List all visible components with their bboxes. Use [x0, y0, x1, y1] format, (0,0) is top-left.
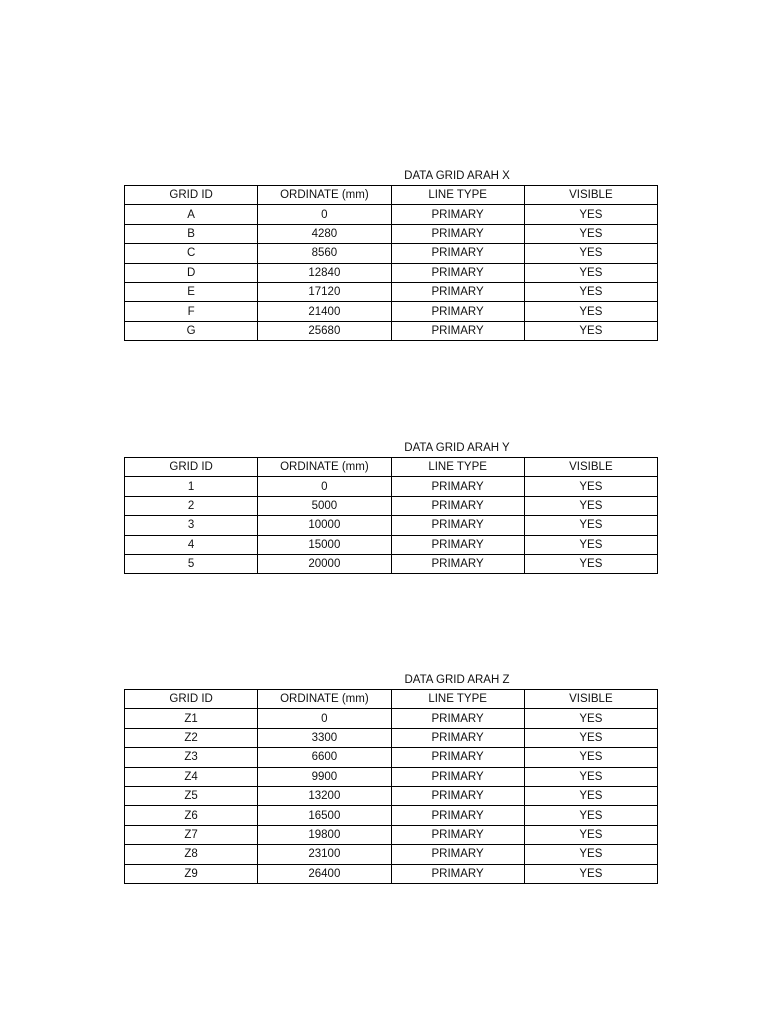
cell-ordinate: 3300 [258, 728, 391, 747]
table-row [125, 845, 658, 864]
cell-grid-id: 1 [125, 477, 258, 496]
table-header-row [125, 458, 658, 477]
cell-ordinate: 19800 [258, 825, 391, 844]
header-line-type: LINE TYPE [391, 186, 524, 205]
cell-grid-id: A [125, 205, 258, 224]
cell-ordinate: 16500 [258, 806, 391, 825]
cell-line-type: PRIMARY [391, 864, 524, 883]
cell-line-type: PRIMARY [391, 786, 524, 805]
table-row [125, 263, 658, 282]
cell-line-type: PRIMARY [391, 282, 524, 301]
cell-visible: YES [524, 554, 657, 573]
cell-line-type: PRIMARY [391, 244, 524, 263]
cell-visible: YES [524, 806, 657, 825]
header-grid-id: GRID ID [125, 690, 258, 709]
cell-line-type: PRIMARY [391, 205, 524, 224]
cell-grid-id: B [125, 224, 258, 243]
table-header-row [125, 186, 658, 205]
cell-grid-id: D [125, 263, 258, 282]
cell-ordinate: 8560 [258, 244, 391, 263]
cell-grid-id: G [125, 321, 258, 340]
cell-grid-id: Z6 [125, 806, 258, 825]
grid-y-table [124, 457, 658, 574]
header-line-type: LINE TYPE [391, 690, 524, 709]
cell-ordinate: 0 [258, 709, 391, 728]
table-row [125, 282, 658, 301]
cell-visible: YES [524, 767, 657, 786]
cell-line-type: PRIMARY [391, 825, 524, 844]
cell-visible: YES [524, 516, 657, 535]
cell-line-type: PRIMARY [391, 845, 524, 864]
cell-line-type: PRIMARY [391, 709, 524, 728]
cell-line-type: PRIMARY [391, 535, 524, 554]
cell-grid-id: 5 [125, 554, 258, 573]
cell-line-type: PRIMARY [391, 516, 524, 535]
cell-visible: YES [524, 496, 657, 515]
table-row [125, 864, 658, 883]
header-ordinate: ORDINATE (mm) [258, 690, 391, 709]
table-row [125, 806, 658, 825]
cell-ordinate: 0 [258, 205, 391, 224]
cell-line-type: PRIMARY [391, 554, 524, 573]
cell-line-type: PRIMARY [391, 477, 524, 496]
cell-visible: YES [524, 728, 657, 747]
table-header-row [125, 690, 658, 709]
cell-ordinate: 9900 [258, 767, 391, 786]
table-row [125, 224, 658, 243]
cell-ordinate: 15000 [258, 535, 391, 554]
cell-visible: YES [524, 825, 657, 844]
cell-grid-id: Z5 [125, 786, 258, 805]
table-row [125, 496, 658, 515]
cell-grid-id: Z9 [125, 864, 258, 883]
cell-visible: YES [524, 224, 657, 243]
cell-line-type: PRIMARY [391, 321, 524, 340]
cell-ordinate: 21400 [258, 302, 391, 321]
cell-line-type: PRIMARY [391, 263, 524, 282]
cell-line-type: PRIMARY [391, 806, 524, 825]
cell-visible: YES [524, 282, 657, 301]
cell-ordinate: 5000 [258, 496, 391, 515]
cell-grid-id: 2 [125, 496, 258, 515]
cell-grid-id: C [125, 244, 258, 263]
header-visible: VISIBLE [524, 690, 657, 709]
cell-grid-id: Z1 [125, 709, 258, 728]
cell-ordinate: 4280 [258, 224, 391, 243]
table-row [125, 748, 658, 767]
grid-x-title: DATA GRID ARAH X [404, 170, 510, 182]
grid-x-table [124, 185, 658, 341]
cell-grid-id: E [125, 282, 258, 301]
cell-ordinate: 10000 [258, 516, 391, 535]
cell-grid-id: F [125, 302, 258, 321]
cell-grid-id: Z3 [125, 748, 258, 767]
cell-visible: YES [524, 244, 657, 263]
cell-line-type: PRIMARY [391, 496, 524, 515]
cell-line-type: PRIMARY [391, 728, 524, 747]
cell-ordinate: 26400 [258, 864, 391, 883]
cell-grid-id: Z4 [125, 767, 258, 786]
cell-visible: YES [524, 205, 657, 224]
cell-ordinate: 0 [258, 477, 391, 496]
cell-line-type: PRIMARY [391, 748, 524, 767]
cell-visible: YES [524, 477, 657, 496]
cell-visible: YES [524, 748, 657, 767]
grid-y-title: DATA GRID ARAH Y [404, 442, 510, 454]
cell-ordinate: 17120 [258, 282, 391, 301]
cell-visible: YES [524, 864, 657, 883]
header-line-type: LINE TYPE [391, 458, 524, 477]
cell-line-type: PRIMARY [391, 302, 524, 321]
cell-ordinate: 6600 [258, 748, 391, 767]
table-row [125, 535, 658, 554]
table-row [125, 554, 658, 573]
cell-ordinate: 20000 [258, 554, 391, 573]
cell-ordinate: 23100 [258, 845, 391, 864]
table-row [125, 825, 658, 844]
table-row [125, 709, 658, 728]
cell-visible: YES [524, 302, 657, 321]
cell-ordinate: 25680 [258, 321, 391, 340]
header-visible: VISIBLE [524, 458, 657, 477]
header-grid-id: GRID ID [125, 458, 258, 477]
table-row [125, 205, 658, 224]
header-ordinate: ORDINATE (mm) [258, 186, 391, 205]
cell-grid-id: Z2 [125, 728, 258, 747]
cell-grid-id: 4 [125, 535, 258, 554]
cell-grid-id: Z7 [125, 825, 258, 844]
cell-visible: YES [524, 263, 657, 282]
table-row [125, 321, 658, 340]
cell-visible: YES [524, 709, 657, 728]
table-row [125, 767, 658, 786]
table-row [125, 728, 658, 747]
header-grid-id: GRID ID [125, 186, 258, 205]
table-row [125, 516, 658, 535]
table-row [125, 244, 658, 263]
grid-z-body [125, 709, 658, 884]
cell-line-type: PRIMARY [391, 767, 524, 786]
cell-line-type: PRIMARY [391, 224, 524, 243]
grid-x-body [125, 205, 658, 341]
cell-visible: YES [524, 786, 657, 805]
cell-grid-id: 3 [125, 516, 258, 535]
grid-z-table [124, 689, 658, 884]
cell-visible: YES [524, 321, 657, 340]
header-ordinate: ORDINATE (mm) [258, 458, 391, 477]
table-row [125, 786, 658, 805]
cell-visible: YES [524, 535, 657, 554]
cell-ordinate: 13200 [258, 786, 391, 805]
header-visible: VISIBLE [524, 186, 657, 205]
grid-y-body [125, 477, 658, 574]
cell-ordinate: 12840 [258, 263, 391, 282]
cell-visible: YES [524, 845, 657, 864]
table-row [125, 302, 658, 321]
table-row [125, 477, 658, 496]
cell-grid-id: Z8 [125, 845, 258, 864]
grid-z-title: DATA GRID ARAH Z [404, 674, 510, 686]
